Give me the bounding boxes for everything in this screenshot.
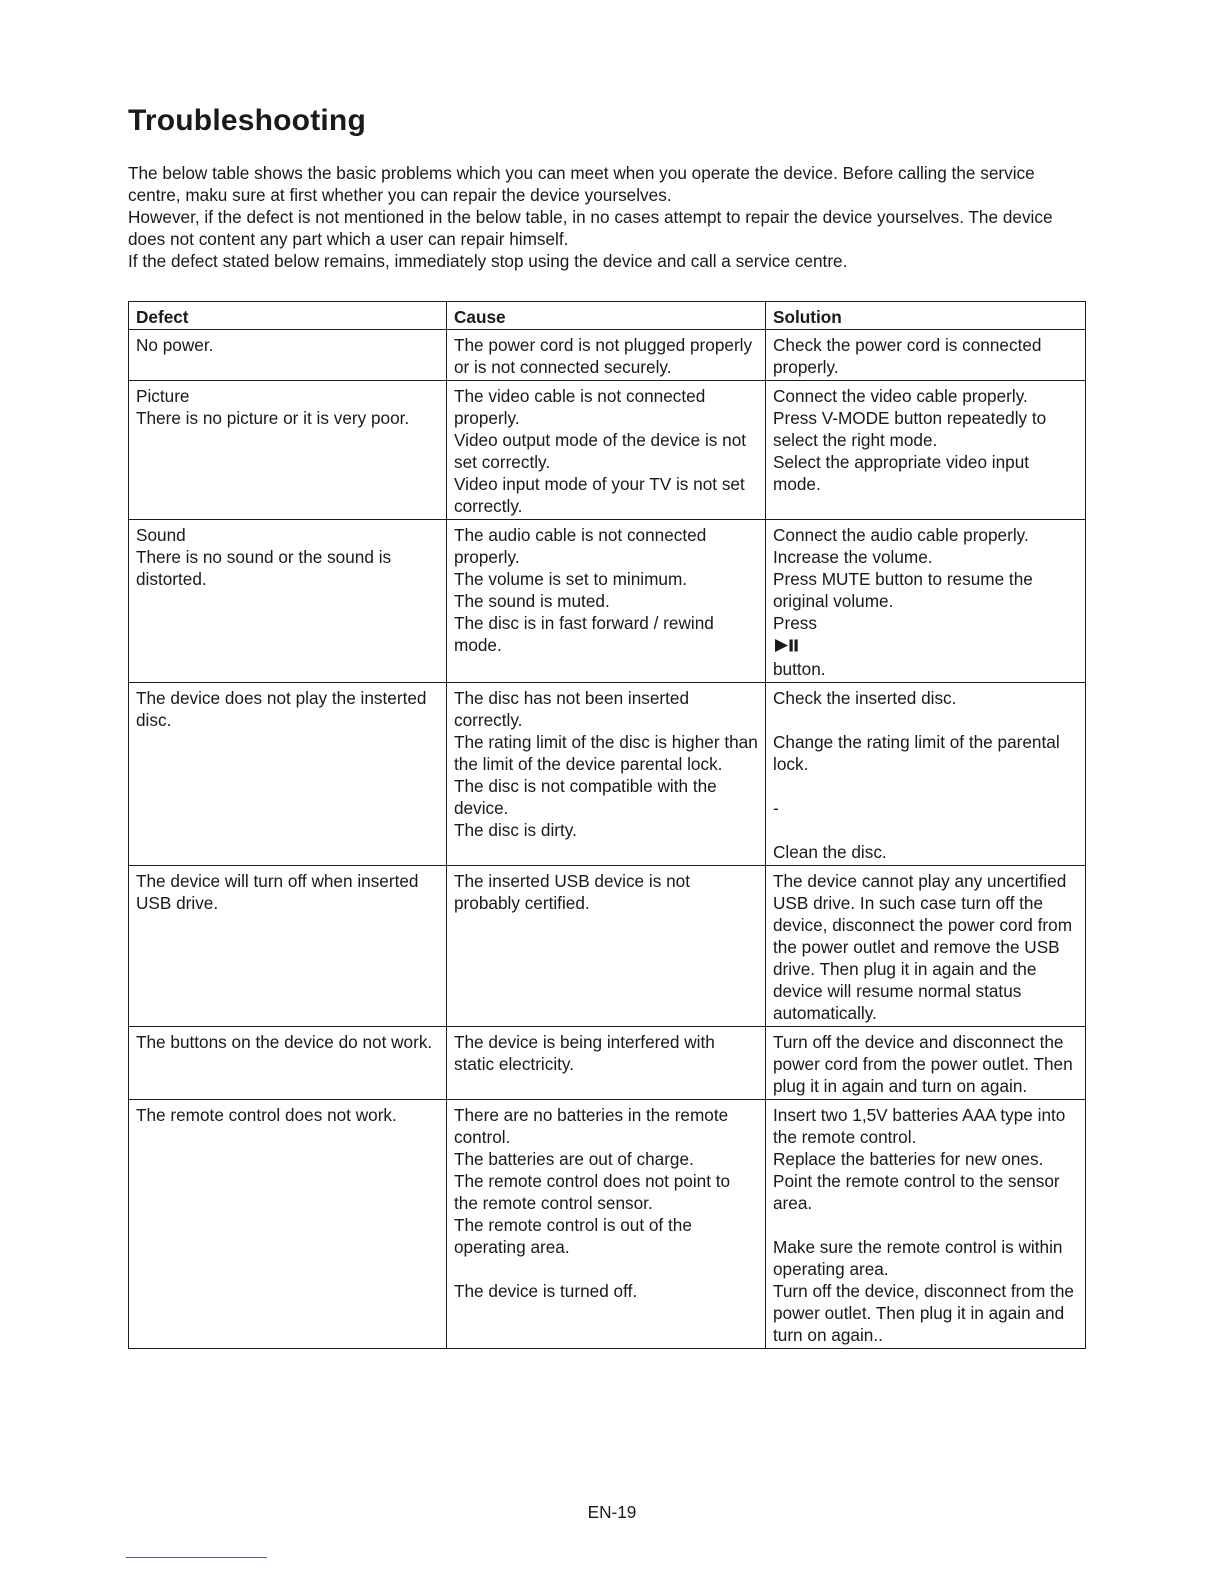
- cell-line: There is no picture or it is very poor.: [136, 408, 410, 428]
- header-cause: Cause: [447, 302, 766, 330]
- table-row: [129, 683, 1086, 866]
- cell-line: The device will turn off when inserted USB drive.: [136, 871, 419, 913]
- table-header-row: [129, 302, 1086, 330]
- defect-cell: [129, 683, 447, 866]
- cell-line: The device does not play the insterted disc.: [136, 688, 427, 730]
- cell-line: Select the appropriate video input mode.: [773, 452, 1030, 494]
- header-solution: Solution: [766, 302, 1086, 330]
- table-row: [129, 330, 1086, 381]
- solution-cell: [766, 1100, 1086, 1349]
- cell-line: Insert two 1,5V batteries AAA type into the remote control.: [773, 1105, 1066, 1147]
- intro-paragraph: The below table shows the basic problems which you can meet when you operate the device. Before calling the service centre, maku sure at first whether you can repair the device yourselves.: [128, 163, 1035, 205]
- table-row: [129, 381, 1086, 520]
- intro-paragraph: If the defect stated below remains, immediately stop using the device and call a service centre.: [128, 251, 848, 271]
- defect-cell: [129, 330, 447, 381]
- press-text: Press: [773, 613, 817, 633]
- cause-cell: [447, 330, 766, 381]
- cell-line: The device is being interfered with static electricity.: [454, 1032, 715, 1074]
- cell-line: The inserted USB device is not probably certified.: [454, 871, 690, 913]
- cell-line: Press MUTE button to resume the original volume.: [773, 569, 1033, 611]
- cause-cell: [447, 520, 766, 683]
- page-title: Troubleshooting: [128, 104, 366, 137]
- button-text: button.: [773, 659, 826, 679]
- cause-cell: [447, 683, 766, 866]
- cell-line: Video input mode of your TV is not set correctly.: [454, 474, 745, 516]
- cell-line: -: [773, 798, 779, 818]
- play-pause-icon: [773, 636, 799, 658]
- cell-line: There is no sound or the sound is distorted.: [136, 547, 392, 589]
- cell-line: The disc is not compatible with the device.: [454, 776, 717, 818]
- defect-cell: [129, 520, 447, 683]
- table-row: [129, 1100, 1086, 1349]
- cell-line: Change the rating limit of the parental lock.: [773, 732, 1060, 774]
- cause-cell: [447, 1100, 766, 1349]
- table-row: [129, 866, 1086, 1027]
- cell-line: Replace the batteries for new ones.: [773, 1149, 1044, 1169]
- cell-line: The audio cable is not connected properly.: [454, 525, 707, 567]
- cell-line: The remote control is out of the operating area.: [454, 1215, 692, 1257]
- solution-cell: [766, 683, 1086, 866]
- solution-cell: [766, 1027, 1086, 1100]
- cell-line: The device is turned off.: [454, 1281, 638, 1301]
- cell-line: Check the inserted disc.: [773, 688, 957, 708]
- cell-line: Check the power cord is connected properly.: [773, 335, 1042, 377]
- troubleshooting-table: [128, 301, 1086, 1349]
- cell-line: The disc is dirty.: [454, 820, 577, 840]
- solution-cell: [766, 520, 1086, 683]
- intro-text: [128, 162, 1088, 272]
- cell-line: Picture: [136, 386, 190, 406]
- cell-line: Turn off the device, disconnect from the power outlet. Then plug it in again and turn on again..: [773, 1281, 1074, 1345]
- cell-line: Turn off the device and disconnect the power cord from the power outlet. Then plug it in again and turn on again.: [773, 1032, 1073, 1096]
- cell-line: Sound: [136, 525, 186, 545]
- cell-line: The power cord is not plugged properly or is not connected securely.: [454, 335, 753, 377]
- cause-cell: [447, 866, 766, 1027]
- cell-line: The remote control does not point to the remote control sensor.: [454, 1171, 731, 1213]
- cell-line: The device cannot play any uncertified USB drive. In such case turn off the device, disconnect the power cord from the power outlet and remove the USB drive. Then plug it in again and the device will resume normal status automatically.: [773, 871, 1073, 1023]
- cell-line: Clean the disc.: [773, 842, 887, 862]
- cell-line: The disc has not been inserted correctly.: [454, 688, 690, 730]
- solution-cell: [766, 866, 1086, 1027]
- cell-line: No power.: [136, 335, 214, 355]
- defect-cell: [129, 381, 447, 520]
- cell-line: Increase the volume.: [773, 547, 933, 567]
- cell-line: Connect the video cable properly.: [773, 386, 1028, 406]
- cell-line: The sound is muted.: [454, 591, 610, 611]
- cell-line: There are no batteries in the remote control.: [454, 1105, 729, 1147]
- cell-line: The buttons on the device do not work.: [136, 1032, 433, 1052]
- table-row: [129, 520, 1086, 683]
- cell-line: Connect the audio cable properly.: [773, 525, 1029, 545]
- cause-cell: [447, 381, 766, 520]
- solution-cell: [766, 330, 1086, 381]
- header-defect: Defect: [129, 302, 447, 330]
- cell-line: The rating limit of the disc is higher than the limit of the device parental lock.: [454, 732, 758, 774]
- cell-line: Make sure the remote control is within operating area.: [773, 1237, 1063, 1279]
- cell-line: The disc is in fast forward / rewind mode.: [454, 613, 714, 655]
- cell-line: The volume is set to minimum.: [454, 569, 688, 589]
- cell-line: Video output mode of the device is not set correctly.: [454, 430, 747, 472]
- defect-cell: [129, 1100, 447, 1349]
- intro-paragraph: However, if the defect is not mentioned in the below table, in no cases attempt to repair the device yourselves. The device does not content any part which a user can repair himself.: [128, 207, 1053, 249]
- cell-line: The remote control does not work.: [136, 1105, 397, 1125]
- solution-cell: [766, 381, 1086, 520]
- cell-line: Point the remote control to the sensor area.: [773, 1171, 1060, 1213]
- cell-line: Press V-MODE button repeatedly to select the right mode.: [773, 408, 1047, 450]
- cell-line: The video cable is not connected properly.: [454, 386, 706, 428]
- page-number: EN-19: [587, 1502, 637, 1522]
- cause-cell: [447, 1027, 766, 1100]
- defect-cell: [129, 866, 447, 1027]
- table-row: [129, 1027, 1086, 1100]
- cell-line: The batteries are out of charge.: [454, 1149, 694, 1169]
- defect-cell: [129, 1027, 447, 1100]
- footer-rule: [126, 1557, 267, 1558]
- cell-line: [773, 612, 1078, 680]
